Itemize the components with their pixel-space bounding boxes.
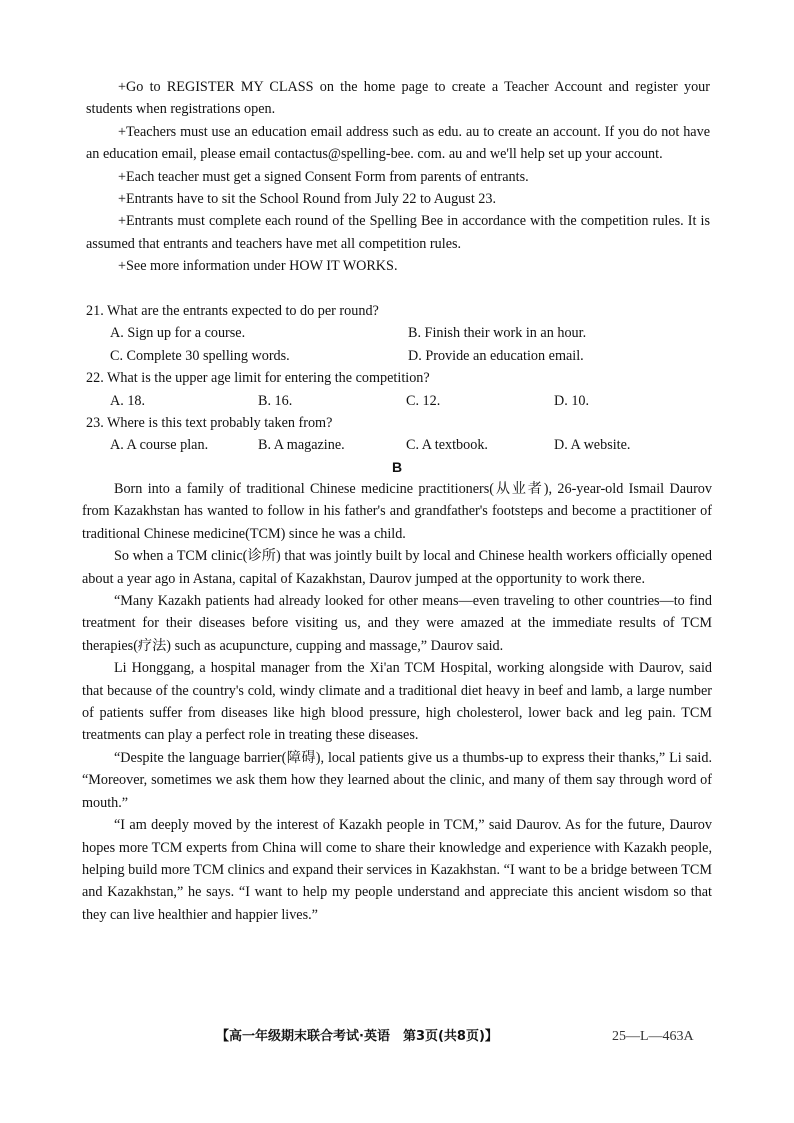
question-21-options-row-2 xyxy=(86,345,710,367)
question-23-options xyxy=(86,434,710,456)
bullet-how-it-works: +See more information under HOW IT WORKS. xyxy=(118,258,398,275)
section-b-passage xyxy=(82,478,712,926)
bullet-teacher-email: +Teachers must use an education email address such as edu. au to create an account. If you do not have an education email, please email contactus@spelling-bee. com. au and we'll help set up your account. xyxy=(86,123,710,163)
question-23-option-d: D. A website. xyxy=(554,437,631,454)
question-23-option-c: C. A textbook. xyxy=(406,437,488,454)
question-block xyxy=(86,300,710,457)
footer-exam-title: 【高一年级期末联合考试·英语 第3页(共8页)】 xyxy=(216,1029,498,1044)
registration-bullet-list xyxy=(86,76,710,278)
footer-paper-code: 25—L—463A xyxy=(612,1029,694,1044)
passage-paragraph: So when a TCM clinic(诊所) that was jointly built by local and Chinese health workers officially opened about a year ago in Astana, capital of Kazakhstan, Daurov jumped at the opportunity to work there. xyxy=(82,548,712,587)
passage-paragraph: “I am deeply moved by the interest of Kazakh people in TCM,” said Daurov. As for the future, Daurov hopes more TCM experts from China will come to share their knowledge and experience with Kazakh people, helping build more TCM clinics and expand their services in Kazakhstan. “I want to be a bridge between TCM and Kazakhstan,” he says. “I want to help my people understand and appreciate this ancient wisdom so that they can live healthier and happier lives.” xyxy=(82,817,712,923)
question-21-option-c: C. Complete 30 spelling words. xyxy=(110,347,290,364)
page-footer xyxy=(0,1026,794,1050)
question-22-stem: 22. What is the upper age limit for entering the competition? xyxy=(86,370,430,387)
bullet-competition-rules: +Entrants must complete each round of the Spelling Bee in accordance with the competition rules. It is assumed that entrants and teachers have met all competition rules. xyxy=(86,213,710,252)
bullet-register-class: +Go to REGISTER MY CLASS on the home page to create a Teacher Account and register your students when registrations open. xyxy=(86,79,710,118)
bullet-consent-form: +Each teacher must get a signed Consent Form from parents of entrants. xyxy=(118,168,529,185)
question-22-option-a: A. 18. xyxy=(110,392,146,409)
passage-paragraph: “Many Kazakh patients had already looked for other means—even traveling to other countries—to find treatment for their diseases before visiting us, and they were amazed at the immediate results of TCM therapies(疗法) such as acupuncture, cupping and massage,” Daurov said. xyxy=(82,593,712,654)
question-21-option-a: A. Sign up for a course. xyxy=(110,325,246,342)
question-21-stem: 21. What are the entrants expected to do per round? xyxy=(86,303,379,319)
question-22-options xyxy=(86,390,710,412)
question-23-option-b: B. A magazine. xyxy=(258,437,345,454)
bullet-school-round: +Entrants have to sit the School Round from July 22 to August 23. xyxy=(118,191,497,208)
question-22-option-d: D. 10. xyxy=(554,392,590,409)
question-23-option-a: A. A course plan. xyxy=(110,437,209,454)
passage-paragraph: Born into a family of traditional Chinese medicine practitioners(从业者), 26-year-old Ismail Daurov from Kazakhstan has wanted to follow in his father's and grandfather's footsteps and become a practitioner of traditional Chinese medicine(TCM) since he was a child. xyxy=(82,481,712,542)
question-21-options-row-1 xyxy=(86,322,710,344)
passage-paragraph: “Despite the language barrier(障碍), local patients give us a thumbs-up to express their thanks,” Li said. “Moreover, sometimes we ask them how they learned about the clinic, and many of them say through word of mouth.” xyxy=(82,749,712,811)
question-21-option-d: D. Provide an education email. xyxy=(408,347,584,364)
passage-paragraph: Li Honggang, a hospital manager from the Xi'an TCM Hospital, working alongside with Daurov, said that because of the country's cold, windy climate and a traditional diet heavy in beef and lamb, a large number of patients suffer from diseases like high blood pressure, high cholesterol, lower back and leg pain. TCM treatments can play a perfect role in treating these diseases. xyxy=(82,660,712,744)
section-b-heading: B xyxy=(391,459,403,475)
question-23-stem: 23. Where is this text probably taken from? xyxy=(86,415,333,432)
question-22-option-b: B. 16. xyxy=(258,392,293,409)
question-21-option-b: B. Finish their work in an hour. xyxy=(408,325,587,342)
question-22-option-c: C. 12. xyxy=(406,392,441,409)
